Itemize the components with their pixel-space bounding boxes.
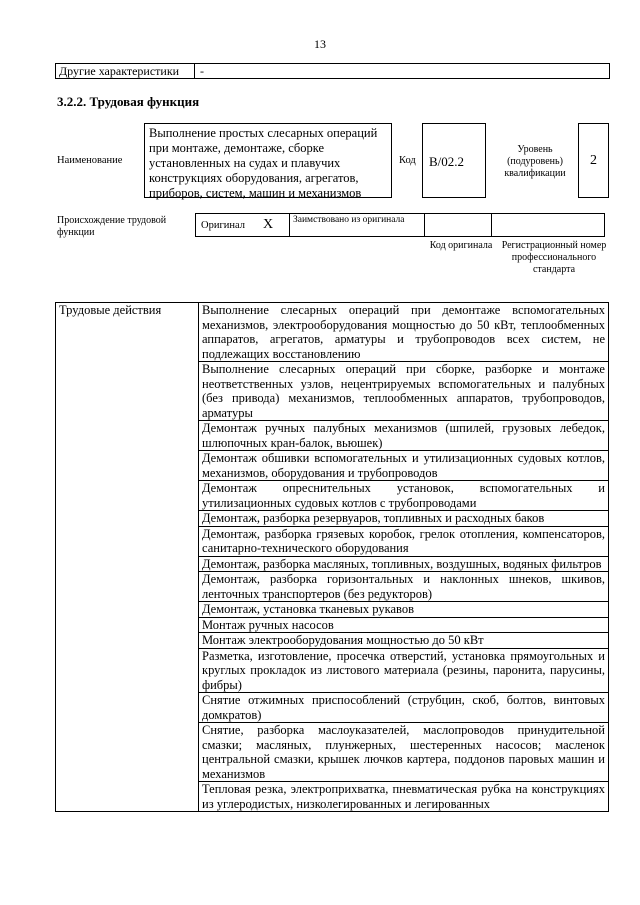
- level-value: 2: [578, 123, 609, 198]
- labor-action-text: Демонтаж, разборка масляных, топливных, воздушных, водяных фильтров: [199, 556, 609, 572]
- labor-action-text: Выполнение слесарных операций при демонтаже вспомогательных механизмов, электрооборудования мощностью до 50 кВт, теплообменных аппаратов, агрегатов, арматуры и трубопроводов всех систем, не подлежащих восстановлению: [199, 303, 609, 362]
- labor-actions-table: [55, 302, 609, 812]
- labor-action-text: Демонтаж обшивки вспомогательных и утилизационных судовых котлов, механизмов, оборудования и трубопроводов: [199, 451, 609, 481]
- origin-label: Происхождение трудовой функции: [57, 215, 167, 238]
- other-characteristics-row: [55, 63, 610, 79]
- labor-actions-body: [56, 303, 609, 812]
- labor-action-text: Снятие отжимных приспособлений (струбцин, скоб, болтов, винтовых домкратов): [199, 693, 609, 723]
- name-label: Наименование: [57, 155, 123, 166]
- labor-action-text: Демонтаж опреснительных установок, вспомогательных и утилизационных судовых котлов с трубопроводами: [199, 481, 609, 511]
- original-cell: [195, 213, 290, 237]
- page-bottom-margin: [0, 837, 640, 905]
- level-label: Уровень (подуровень) квалификации: [504, 144, 566, 179]
- original-label: Оригинал: [201, 219, 245, 231]
- labor-action-text: Монтаж электрооборудования мощностью до 50 кВт: [199, 633, 609, 649]
- labor-action-text: Выполнение слесарных операций при сборке, разборке и монтаже неответственных узлов, нецентрируемых вспомогательных и палубных (без привода) механизмов, теплообменных аппаратов, трубопроводов, арматуры: [199, 362, 609, 421]
- code-original-cell: [424, 213, 492, 237]
- code-label: Код: [399, 155, 416, 166]
- reg-number-cell: [491, 213, 605, 237]
- page-number: 13: [314, 37, 326, 51]
- other-characteristics-value: -: [200, 64, 204, 78]
- reg-number-label: Регистрационный номер профессионального стандарта: [501, 240, 607, 275]
- name-value: Выполнение простых слесарных операций при монтаже, демонтаже, сборке установленных на судах и плавучих конструкциях оборудования, агрегатов, приборов, систем, машин и механизмов: [144, 123, 392, 198]
- labor-actions-label: Трудовые действия: [56, 303, 199, 812]
- original-mark: X: [263, 217, 274, 232]
- labor-action-text: Монтаж ручных насосов: [199, 617, 609, 633]
- labor-action-text: Демонтаж, разборка резервуаров, топливных и расходных баков: [199, 511, 609, 527]
- labor-action-text: Демонтаж, разборка грязевых коробок, грелок отопления, компенсаторов, санитарно-технического оборудования: [199, 526, 609, 556]
- labor-action-text: Демонтаж ручных палубных механизмов (шпилей, грузовых лебедок, шлюпочных кран-балок, вьюшек): [199, 421, 609, 451]
- section-title: 3.2.2. Трудовая функция: [57, 94, 200, 109]
- labor-action-text: Демонтаж, установка тканевых рукавов: [199, 602, 609, 618]
- other-characteristics-label: Другие характеристики: [56, 64, 195, 78]
- labor-action-text: Разметка, изготовление, просечка отверстий, установка прямоугольных и круглых прокладок из листового материала (резины, паронита, парусины, фибры): [199, 648, 609, 693]
- borrowed-label: Заимствовано из оригинала: [293, 215, 405, 225]
- origin-row: [196, 213, 605, 237]
- labor-action-text: Демонтаж, разборка горизонтальных и наклонных шнеков, шкивов, ленточных транспортеров (без редукторов): [199, 572, 609, 602]
- code-original-label: Код оригинала: [429, 240, 493, 251]
- labor-action-text: Тепловая резка, электроприхватка, пневматическая рубка на конструкциях из углеродистых, низколегированных и легированных: [199, 782, 609, 812]
- labor-action-row: [56, 303, 609, 362]
- labor-action-text: Снятие, разборка маслоуказателей, маслопроводов принудительной смазки; масляных, плунжерных, шестеренных насосов; масленок центральной смазки, крышек лючков картера, поддонов паровых машин и механизмов: [199, 723, 609, 782]
- borrowed-cell: [289, 213, 425, 237]
- code-value: B/02.2: [422, 123, 486, 198]
